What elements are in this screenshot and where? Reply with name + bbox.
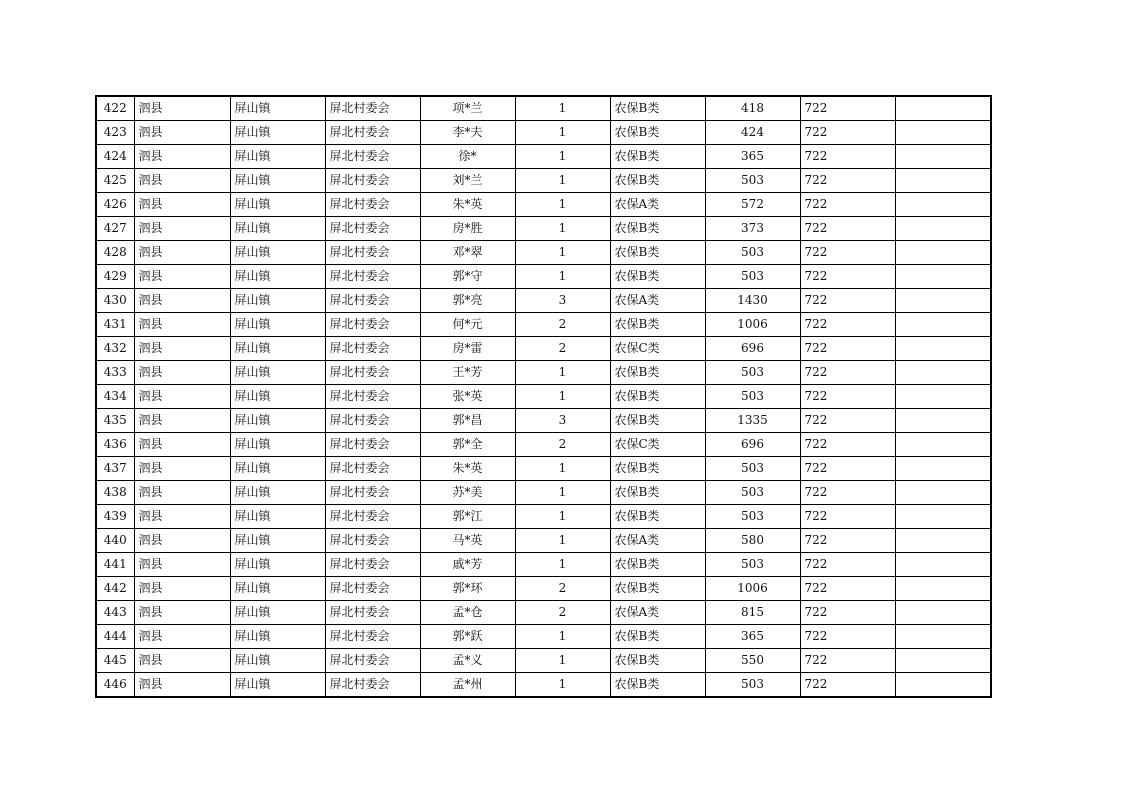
cell-category: 农保B类 — [610, 481, 705, 505]
cell-county: 泗县 — [134, 121, 230, 145]
cell-town: 屏山镇 — [230, 433, 325, 457]
cell-amount: 424 — [705, 121, 800, 145]
cell-household-size: 1 — [515, 457, 610, 481]
cell-index: 435 — [96, 409, 134, 433]
table-row — [96, 145, 991, 169]
cell-village: 屏北村委会 — [325, 433, 420, 457]
cell-household-size: 1 — [515, 553, 610, 577]
cell-name: 郭*环 — [420, 577, 515, 601]
cell-county: 泗县 — [134, 385, 230, 409]
table-row — [96, 553, 991, 577]
cell-amount: 815 — [705, 601, 800, 625]
cell-category: 农保B类 — [610, 385, 705, 409]
cell-town: 屏山镇 — [230, 481, 325, 505]
cell-household-size: 2 — [515, 577, 610, 601]
cell-name: 郭*江 — [420, 505, 515, 529]
cell-county: 泗县 — [134, 169, 230, 193]
cell-remark — [895, 457, 991, 481]
cell-name: 马*英 — [420, 529, 515, 553]
cell-village: 屏北村委会 — [325, 481, 420, 505]
cell-name: 邓*翠 — [420, 241, 515, 265]
table-row — [96, 505, 991, 529]
cell-name: 郭*亮 — [420, 289, 515, 313]
cell-remark — [895, 433, 991, 457]
cell-standard: 722 — [800, 553, 895, 577]
cell-remark — [895, 481, 991, 505]
cell-amount: 503 — [705, 553, 800, 577]
cell-remark — [895, 601, 991, 625]
table-row — [96, 409, 991, 433]
cell-amount: 1335 — [705, 409, 800, 433]
cell-index: 427 — [96, 217, 134, 241]
cell-village: 屏北村委会 — [325, 121, 420, 145]
cell-remark — [895, 96, 991, 121]
cell-name: 项*兰 — [420, 96, 515, 121]
cell-county: 泗县 — [134, 601, 230, 625]
cell-amount: 503 — [705, 673, 800, 698]
cell-village: 屏北村委会 — [325, 409, 420, 433]
table-row — [96, 481, 991, 505]
cell-category: 农保B类 — [610, 409, 705, 433]
cell-household-size: 1 — [515, 241, 610, 265]
cell-category: 农保B类 — [610, 553, 705, 577]
cell-remark — [895, 145, 991, 169]
cell-name: 孟*仓 — [420, 601, 515, 625]
cell-category: 农保B类 — [610, 241, 705, 265]
cell-household-size: 1 — [515, 481, 610, 505]
cell-remark — [895, 169, 991, 193]
cell-amount: 580 — [705, 529, 800, 553]
cell-standard: 722 — [800, 601, 895, 625]
cell-category: 农保B类 — [610, 457, 705, 481]
cell-county: 泗县 — [134, 265, 230, 289]
cell-remark — [895, 337, 991, 361]
cell-county: 泗县 — [134, 193, 230, 217]
cell-village: 屏北村委会 — [325, 265, 420, 289]
table-row — [96, 577, 991, 601]
cell-village: 屏北村委会 — [325, 625, 420, 649]
cell-category: 农保C类 — [610, 433, 705, 457]
cell-amount: 696 — [705, 337, 800, 361]
cell-standard: 722 — [800, 121, 895, 145]
cell-town: 屏山镇 — [230, 673, 325, 698]
cell-category: 农保B类 — [610, 121, 705, 145]
cell-name: 孟*义 — [420, 649, 515, 673]
cell-index: 443 — [96, 601, 134, 625]
table-row — [96, 217, 991, 241]
cell-household-size: 1 — [515, 169, 610, 193]
cell-category: 农保B类 — [610, 673, 705, 698]
cell-name: 郭*昌 — [420, 409, 515, 433]
cell-amount: 1006 — [705, 313, 800, 337]
cell-town: 屏山镇 — [230, 625, 325, 649]
cell-standard: 722 — [800, 457, 895, 481]
cell-town: 屏山镇 — [230, 649, 325, 673]
cell-village: 屏北村委会 — [325, 337, 420, 361]
cell-town: 屏山镇 — [230, 145, 325, 169]
cell-name: 孟*州 — [420, 673, 515, 698]
cell-remark — [895, 529, 991, 553]
cell-index: 446 — [96, 673, 134, 698]
cell-amount: 503 — [705, 265, 800, 289]
cell-household-size: 3 — [515, 409, 610, 433]
cell-remark — [895, 265, 991, 289]
cell-amount: 1430 — [705, 289, 800, 313]
table-row — [96, 361, 991, 385]
cell-county: 泗县 — [134, 577, 230, 601]
cell-category: 农保B类 — [610, 649, 705, 673]
cell-remark — [895, 409, 991, 433]
cell-category: 农保B类 — [610, 145, 705, 169]
cell-town: 屏山镇 — [230, 265, 325, 289]
cell-village: 屏北村委会 — [325, 169, 420, 193]
cell-name: 戚*芳 — [420, 553, 515, 577]
cell-index: 440 — [96, 529, 134, 553]
cell-name: 徐* — [420, 145, 515, 169]
cell-amount: 418 — [705, 96, 800, 121]
records-table — [95, 95, 992, 698]
cell-category: 农保B类 — [610, 169, 705, 193]
cell-standard: 722 — [800, 625, 895, 649]
cell-remark — [895, 505, 991, 529]
cell-county: 泗县 — [134, 241, 230, 265]
cell-village: 屏北村委会 — [325, 577, 420, 601]
cell-category: 农保B类 — [610, 505, 705, 529]
cell-standard: 722 — [800, 577, 895, 601]
cell-village: 屏北村委会 — [325, 289, 420, 313]
cell-remark — [895, 241, 991, 265]
cell-village: 屏北村委会 — [325, 601, 420, 625]
cell-category: 农保C类 — [610, 337, 705, 361]
cell-county: 泗县 — [134, 529, 230, 553]
cell-town: 屏山镇 — [230, 121, 325, 145]
cell-town: 屏山镇 — [230, 96, 325, 121]
cell-standard: 722 — [800, 145, 895, 169]
cell-household-size: 1 — [515, 193, 610, 217]
cell-remark — [895, 121, 991, 145]
cell-index: 428 — [96, 241, 134, 265]
cell-category: 农保B类 — [610, 361, 705, 385]
cell-town: 屏山镇 — [230, 169, 325, 193]
cell-household-size: 1 — [515, 385, 610, 409]
cell-village: 屏北村委会 — [325, 313, 420, 337]
cell-village: 屏北村委会 — [325, 505, 420, 529]
cell-county: 泗县 — [134, 361, 230, 385]
cell-amount: 503 — [705, 361, 800, 385]
cell-standard: 722 — [800, 169, 895, 193]
cell-standard: 722 — [800, 313, 895, 337]
cell-household-size: 2 — [515, 313, 610, 337]
cell-remark — [895, 673, 991, 698]
cell-category: 农保A类 — [610, 193, 705, 217]
table-row — [96, 433, 991, 457]
table-row — [96, 457, 991, 481]
cell-household-size: 1 — [515, 529, 610, 553]
cell-town: 屏山镇 — [230, 361, 325, 385]
cell-category: 农保B类 — [610, 313, 705, 337]
table-row — [96, 649, 991, 673]
cell-index: 438 — [96, 481, 134, 505]
cell-town: 屏山镇 — [230, 241, 325, 265]
cell-index: 445 — [96, 649, 134, 673]
cell-category: 农保A类 — [610, 601, 705, 625]
cell-index: 442 — [96, 577, 134, 601]
cell-standard: 722 — [800, 649, 895, 673]
cell-county: 泗县 — [134, 145, 230, 169]
cell-household-size: 2 — [515, 601, 610, 625]
cell-amount: 503 — [705, 481, 800, 505]
cell-amount: 373 — [705, 217, 800, 241]
cell-town: 屏山镇 — [230, 193, 325, 217]
cell-name: 何*元 — [420, 313, 515, 337]
cell-household-size: 1 — [515, 625, 610, 649]
cell-remark — [895, 649, 991, 673]
cell-index: 424 — [96, 145, 134, 169]
cell-amount: 572 — [705, 193, 800, 217]
cell-village: 屏北村委会 — [325, 361, 420, 385]
cell-town: 屏山镇 — [230, 577, 325, 601]
cell-household-size: 1 — [515, 505, 610, 529]
cell-remark — [895, 385, 991, 409]
table-row — [96, 337, 991, 361]
cell-name: 李*夫 — [420, 121, 515, 145]
table-row — [96, 313, 991, 337]
cell-category: 农保B类 — [610, 577, 705, 601]
cell-village: 屏北村委会 — [325, 649, 420, 673]
cell-index: 444 — [96, 625, 134, 649]
cell-standard: 722 — [800, 673, 895, 698]
cell-standard: 722 — [800, 505, 895, 529]
cell-household-size: 2 — [515, 337, 610, 361]
cell-town: 屏山镇 — [230, 385, 325, 409]
cell-village: 屏北村委会 — [325, 241, 420, 265]
cell-village: 屏北村委会 — [325, 145, 420, 169]
cell-county: 泗县 — [134, 217, 230, 241]
table-row — [96, 601, 991, 625]
cell-county: 泗县 — [134, 553, 230, 577]
cell-village: 屏北村委会 — [325, 193, 420, 217]
cell-index: 434 — [96, 385, 134, 409]
cell-category: 农保B类 — [610, 625, 705, 649]
cell-name: 苏*美 — [420, 481, 515, 505]
cell-household-size: 1 — [515, 361, 610, 385]
cell-index: 437 — [96, 457, 134, 481]
cell-town: 屏山镇 — [230, 217, 325, 241]
cell-town: 屏山镇 — [230, 409, 325, 433]
cell-remark — [895, 289, 991, 313]
cell-standard: 722 — [800, 193, 895, 217]
cell-remark — [895, 361, 991, 385]
cell-county: 泗县 — [134, 337, 230, 361]
cell-name: 张*英 — [420, 385, 515, 409]
cell-standard: 722 — [800, 433, 895, 457]
cell-index: 432 — [96, 337, 134, 361]
cell-name: 刘*兰 — [420, 169, 515, 193]
cell-index: 430 — [96, 289, 134, 313]
cell-town: 屏山镇 — [230, 337, 325, 361]
cell-household-size: 3 — [515, 289, 610, 313]
cell-village: 屏北村委会 — [325, 673, 420, 698]
table-row — [96, 121, 991, 145]
table-row — [96, 529, 991, 553]
table-row — [96, 169, 991, 193]
cell-category: 农保A类 — [610, 529, 705, 553]
cell-county: 泗县 — [134, 313, 230, 337]
cell-amount: 365 — [705, 145, 800, 169]
cell-index: 431 — [96, 313, 134, 337]
cell-remark — [895, 577, 991, 601]
cell-index: 426 — [96, 193, 134, 217]
cell-index: 441 — [96, 553, 134, 577]
cell-remark — [895, 193, 991, 217]
cell-category: 农保A类 — [610, 289, 705, 313]
cell-index: 439 — [96, 505, 134, 529]
cell-village: 屏北村委会 — [325, 385, 420, 409]
cell-standard: 722 — [800, 217, 895, 241]
cell-county: 泗县 — [134, 673, 230, 698]
cell-category: 农保B类 — [610, 96, 705, 121]
cell-household-size: 1 — [515, 265, 610, 289]
cell-amount: 503 — [705, 505, 800, 529]
cell-standard: 722 — [800, 289, 895, 313]
cell-town: 屏山镇 — [230, 289, 325, 313]
cell-amount: 365 — [705, 625, 800, 649]
cell-county: 泗县 — [134, 505, 230, 529]
cell-town: 屏山镇 — [230, 457, 325, 481]
cell-index: 433 — [96, 361, 134, 385]
table-row — [96, 289, 991, 313]
table-row — [96, 673, 991, 698]
cell-county: 泗县 — [134, 625, 230, 649]
cell-village: 屏北村委会 — [325, 217, 420, 241]
cell-index: 429 — [96, 265, 134, 289]
cell-town: 屏山镇 — [230, 553, 325, 577]
cell-county: 泗县 — [134, 649, 230, 673]
cell-name: 房*雷 — [420, 337, 515, 361]
cell-amount: 503 — [705, 241, 800, 265]
cell-standard: 722 — [800, 529, 895, 553]
cell-village: 屏北村委会 — [325, 553, 420, 577]
cell-name: 郭*跃 — [420, 625, 515, 649]
cell-amount: 503 — [705, 169, 800, 193]
cell-household-size: 1 — [515, 649, 610, 673]
cell-standard: 722 — [800, 481, 895, 505]
table-row — [96, 385, 991, 409]
cell-standard: 722 — [800, 241, 895, 265]
cell-standard: 722 — [800, 385, 895, 409]
cell-county: 泗县 — [134, 96, 230, 121]
cell-village: 屏北村委会 — [325, 96, 420, 121]
cell-standard: 722 — [800, 96, 895, 121]
cell-name: 朱*英 — [420, 457, 515, 481]
table-body — [96, 96, 991, 697]
cell-category: 农保B类 — [610, 265, 705, 289]
cell-town: 屏山镇 — [230, 313, 325, 337]
cell-index: 422 — [96, 96, 134, 121]
cell-standard: 722 — [800, 337, 895, 361]
cell-village: 屏北村委会 — [325, 457, 420, 481]
cell-remark — [895, 217, 991, 241]
cell-village: 屏北村委会 — [325, 529, 420, 553]
cell-amount: 696 — [705, 433, 800, 457]
cell-amount: 503 — [705, 457, 800, 481]
cell-category: 农保B类 — [610, 217, 705, 241]
cell-index: 423 — [96, 121, 134, 145]
cell-amount: 1006 — [705, 577, 800, 601]
cell-index: 436 — [96, 433, 134, 457]
cell-remark — [895, 553, 991, 577]
cell-town: 屏山镇 — [230, 529, 325, 553]
cell-remark — [895, 313, 991, 337]
table-row — [96, 625, 991, 649]
cell-household-size: 1 — [515, 145, 610, 169]
cell-household-size: 2 — [515, 433, 610, 457]
cell-household-size: 1 — [515, 217, 610, 241]
cell-name: 郭*守 — [420, 265, 515, 289]
cell-standard: 722 — [800, 361, 895, 385]
cell-amount: 503 — [705, 385, 800, 409]
cell-county: 泗县 — [134, 457, 230, 481]
cell-household-size: 1 — [515, 121, 610, 145]
table-row — [96, 193, 991, 217]
cell-index: 425 — [96, 169, 134, 193]
cell-name: 房*胜 — [420, 217, 515, 241]
table-row — [96, 265, 991, 289]
cell-household-size: 1 — [515, 673, 610, 698]
cell-county: 泗县 — [134, 289, 230, 313]
cell-name: 郭*全 — [420, 433, 515, 457]
cell-town: 屏山镇 — [230, 601, 325, 625]
cell-standard: 722 — [800, 409, 895, 433]
cell-county: 泗县 — [134, 409, 230, 433]
cell-household-size: 1 — [515, 96, 610, 121]
table-row — [96, 241, 991, 265]
cell-name: 王*芳 — [420, 361, 515, 385]
cell-remark — [895, 625, 991, 649]
cell-name: 朱*英 — [420, 193, 515, 217]
cell-amount: 550 — [705, 649, 800, 673]
cell-county: 泗县 — [134, 481, 230, 505]
table-row — [96, 96, 991, 121]
cell-standard: 722 — [800, 265, 895, 289]
cell-county: 泗县 — [134, 433, 230, 457]
cell-town: 屏山镇 — [230, 505, 325, 529]
